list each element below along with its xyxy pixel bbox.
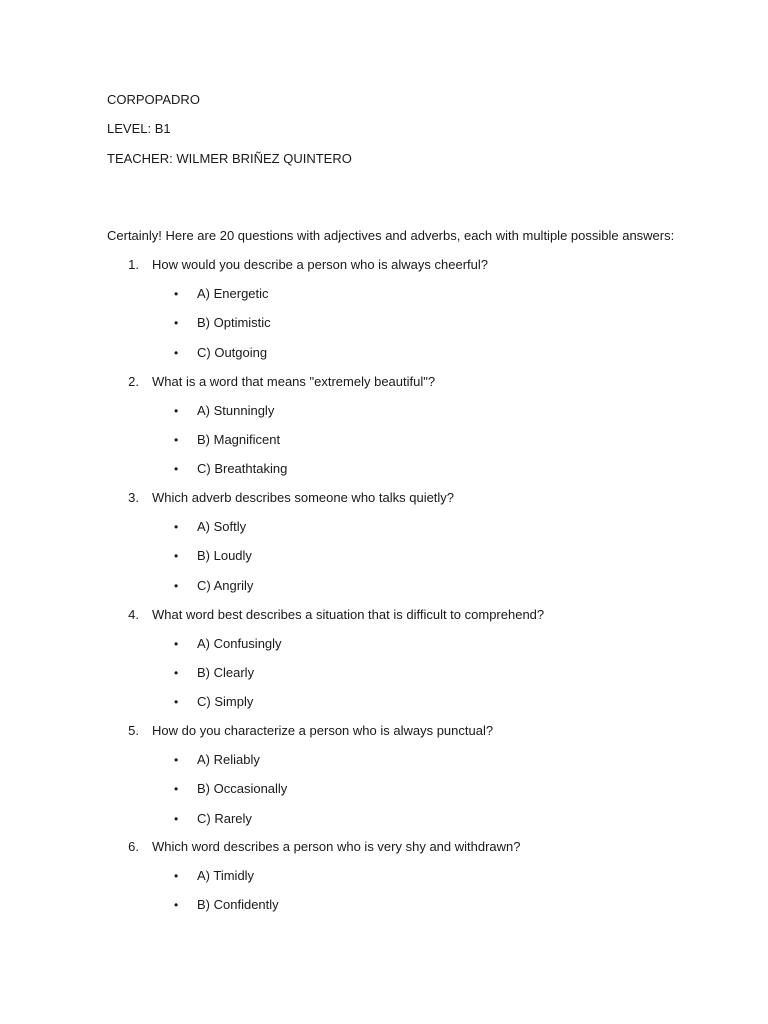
option-text: A) Softly bbox=[197, 519, 247, 534]
bullet-icon: • bbox=[174, 579, 179, 593]
question-number: 3. bbox=[128, 490, 139, 505]
option-text: C) Simply bbox=[197, 694, 254, 709]
option-text: A) Timidly bbox=[197, 868, 255, 883]
option-text: B) Clearly bbox=[197, 665, 255, 680]
bullet-icon: • bbox=[174, 695, 179, 709]
question-6 bbox=[107, 839, 707, 855]
option-text: B) Confidently bbox=[197, 897, 279, 912]
bullet-icon: • bbox=[174, 637, 179, 651]
option-text: B) Loudly bbox=[197, 548, 252, 563]
option-text: C) Angrily bbox=[197, 578, 254, 593]
bullet-icon: • bbox=[174, 666, 179, 680]
institution-name: CORPOPADRO bbox=[107, 92, 200, 107]
question-text: What word best describes a situation that is difficult to comprehend? bbox=[152, 607, 545, 622]
question-3 bbox=[107, 490, 707, 506]
question-4 bbox=[107, 607, 707, 623]
option-text: C) Breathtaking bbox=[197, 461, 288, 476]
bullet-icon: • bbox=[174, 549, 179, 563]
question-number: 6. bbox=[128, 839, 139, 854]
bullet-icon: • bbox=[174, 404, 179, 418]
option-text: A) Confusingly bbox=[197, 636, 282, 651]
bullet-icon: • bbox=[174, 287, 179, 301]
bullet-icon: • bbox=[174, 346, 179, 360]
option-text: A) Energetic bbox=[197, 286, 269, 301]
bullet-icon: • bbox=[174, 898, 179, 912]
bullet-icon: • bbox=[174, 869, 179, 883]
question-text: Which adverb describes someone who talks quietly? bbox=[152, 490, 455, 505]
option-text: C) Outgoing bbox=[197, 345, 268, 360]
question-number: 1. bbox=[128, 257, 139, 272]
question-number: 2. bbox=[128, 374, 139, 389]
question-text: Which word describes a person who is very shy and withdrawn? bbox=[152, 839, 521, 854]
bullet-icon: • bbox=[174, 753, 179, 767]
bullet-icon: • bbox=[174, 433, 179, 447]
question-text: What is a word that means "extremely beautiful"? bbox=[152, 374, 436, 389]
question-5 bbox=[107, 723, 707, 739]
bullet-icon: • bbox=[174, 316, 179, 330]
option-text: A) Stunningly bbox=[197, 403, 275, 418]
option-text: B) Optimistic bbox=[197, 315, 271, 330]
option-text: C) Rarely bbox=[197, 811, 252, 826]
question-1 bbox=[107, 257, 707, 273]
option-text: B) Occasionally bbox=[197, 781, 288, 796]
teacher-label: TEACHER: WILMER BRIÑEZ QUINTERO bbox=[107, 151, 352, 166]
question-text: How would you describe a person who is always cheerful? bbox=[152, 257, 489, 272]
question-number: 5. bbox=[128, 723, 139, 738]
question-2 bbox=[107, 374, 707, 390]
option-text: B) Magnificent bbox=[197, 432, 281, 447]
intro-text: Certainly! Here are 20 questions with adjectives and adverbs, each with multiple possible answers: bbox=[107, 228, 675, 243]
question-number: 4. bbox=[128, 607, 139, 622]
bullet-icon: • bbox=[174, 462, 179, 476]
bullet-icon: • bbox=[174, 812, 179, 826]
level-label: LEVEL: B1 bbox=[107, 121, 171, 136]
bullet-icon: • bbox=[174, 782, 179, 796]
option-text: A) Reliably bbox=[197, 752, 260, 767]
bullet-icon: • bbox=[174, 520, 179, 534]
question-text: How do you characterize a person who is always punctual? bbox=[152, 723, 494, 738]
